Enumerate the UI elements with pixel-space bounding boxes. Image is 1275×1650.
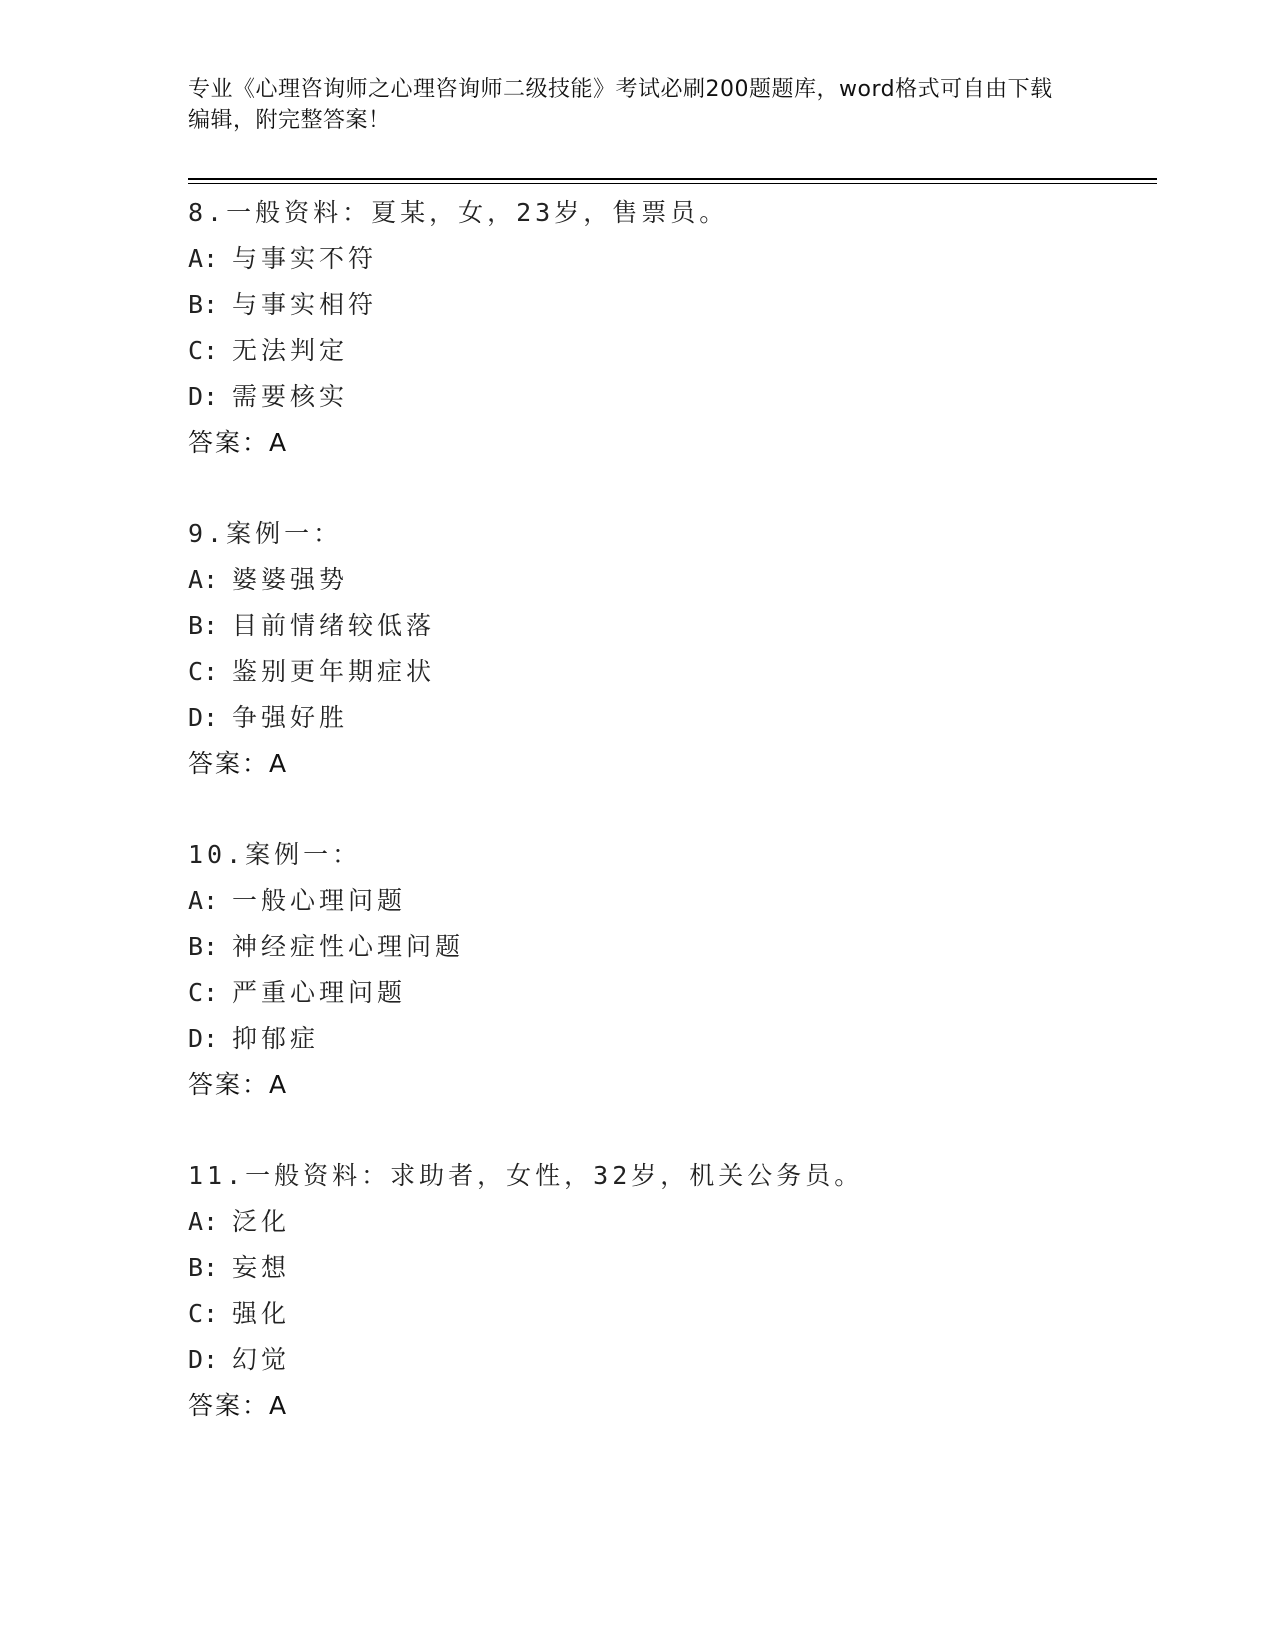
option-a [188,878,1148,924]
option-d [188,695,1148,741]
option-text: 与事实不符 [232,244,378,273]
option-key: D: [188,382,219,411]
option-text: 争强好胜 [232,703,349,732]
option-text: 泛化 [232,1207,291,1236]
option-text: 婆婆强势 [232,565,349,594]
option-key: D: [188,703,219,732]
header-divider-thick [188,178,1157,180]
option-d [188,374,1148,420]
option-key: D: [188,1345,219,1374]
option-d [188,1337,1148,1383]
question-list [188,190,1148,1474]
question-item [188,832,1148,1108]
question-item [188,511,1148,787]
answer-line: 答案：A [188,1070,289,1099]
option-d [188,1016,1148,1062]
option-key: B: [188,932,219,961]
option-b [188,603,1148,649]
option-a [188,557,1148,603]
option-text: 神经症性心理问题 [232,932,465,961]
option-c [188,649,1148,695]
document-header: 专业《心理咨询师之心理咨询师二级技能》考试必刷200题题库，word格式可自由下载编辑，附完整答案！ [188,77,1053,133]
option-key: A: [188,244,219,273]
header-divider-thin [188,183,1157,184]
option-text: 抑郁症 [232,1024,320,1053]
answer-line: 答案：A [188,1391,289,1420]
question-stem: 9.案例一： [188,519,343,548]
option-key: D: [188,1024,219,1053]
option-key: A: [188,886,219,915]
option-c [188,328,1148,374]
question-stem: 8.一般资料：夏某，女，23岁，售票员。 [188,198,729,227]
option-key: A: [188,1207,219,1236]
option-a [188,236,1148,282]
option-c [188,970,1148,1016]
answer-line: 答案：A [188,428,289,457]
option-b [188,924,1148,970]
option-text: 一般心理问题 [232,886,407,915]
option-text: 严重心理问题 [232,978,407,1007]
option-key: B: [188,611,219,640]
question-stem: 10.案例一： [188,840,362,869]
option-text: 鉴别更年期症状 [232,657,436,686]
option-key: C: [188,657,219,686]
option-text: 妄想 [232,1253,291,1282]
option-key: B: [188,1253,219,1282]
answer-line: 答案：A [188,749,289,778]
option-key: C: [188,336,219,365]
option-text: 强化 [232,1299,291,1328]
option-key: B: [188,290,219,319]
option-text: 目前情绪较低落 [232,611,436,640]
option-key: C: [188,1299,219,1328]
option-key: A: [188,565,219,594]
option-b [188,1245,1148,1291]
question-stem: 11.一般资料：求助者，女性，32岁，机关公务员。 [188,1161,864,1190]
option-b [188,282,1148,328]
question-item [188,190,1148,466]
option-text: 无法判定 [232,336,349,365]
option-text: 与事实相符 [232,290,378,319]
option-c [188,1291,1148,1337]
option-key: C: [188,978,219,1007]
option-text: 需要核实 [232,382,349,411]
option-a [188,1199,1148,1245]
question-item [188,1153,1148,1429]
option-text: 幻觉 [232,1345,291,1374]
